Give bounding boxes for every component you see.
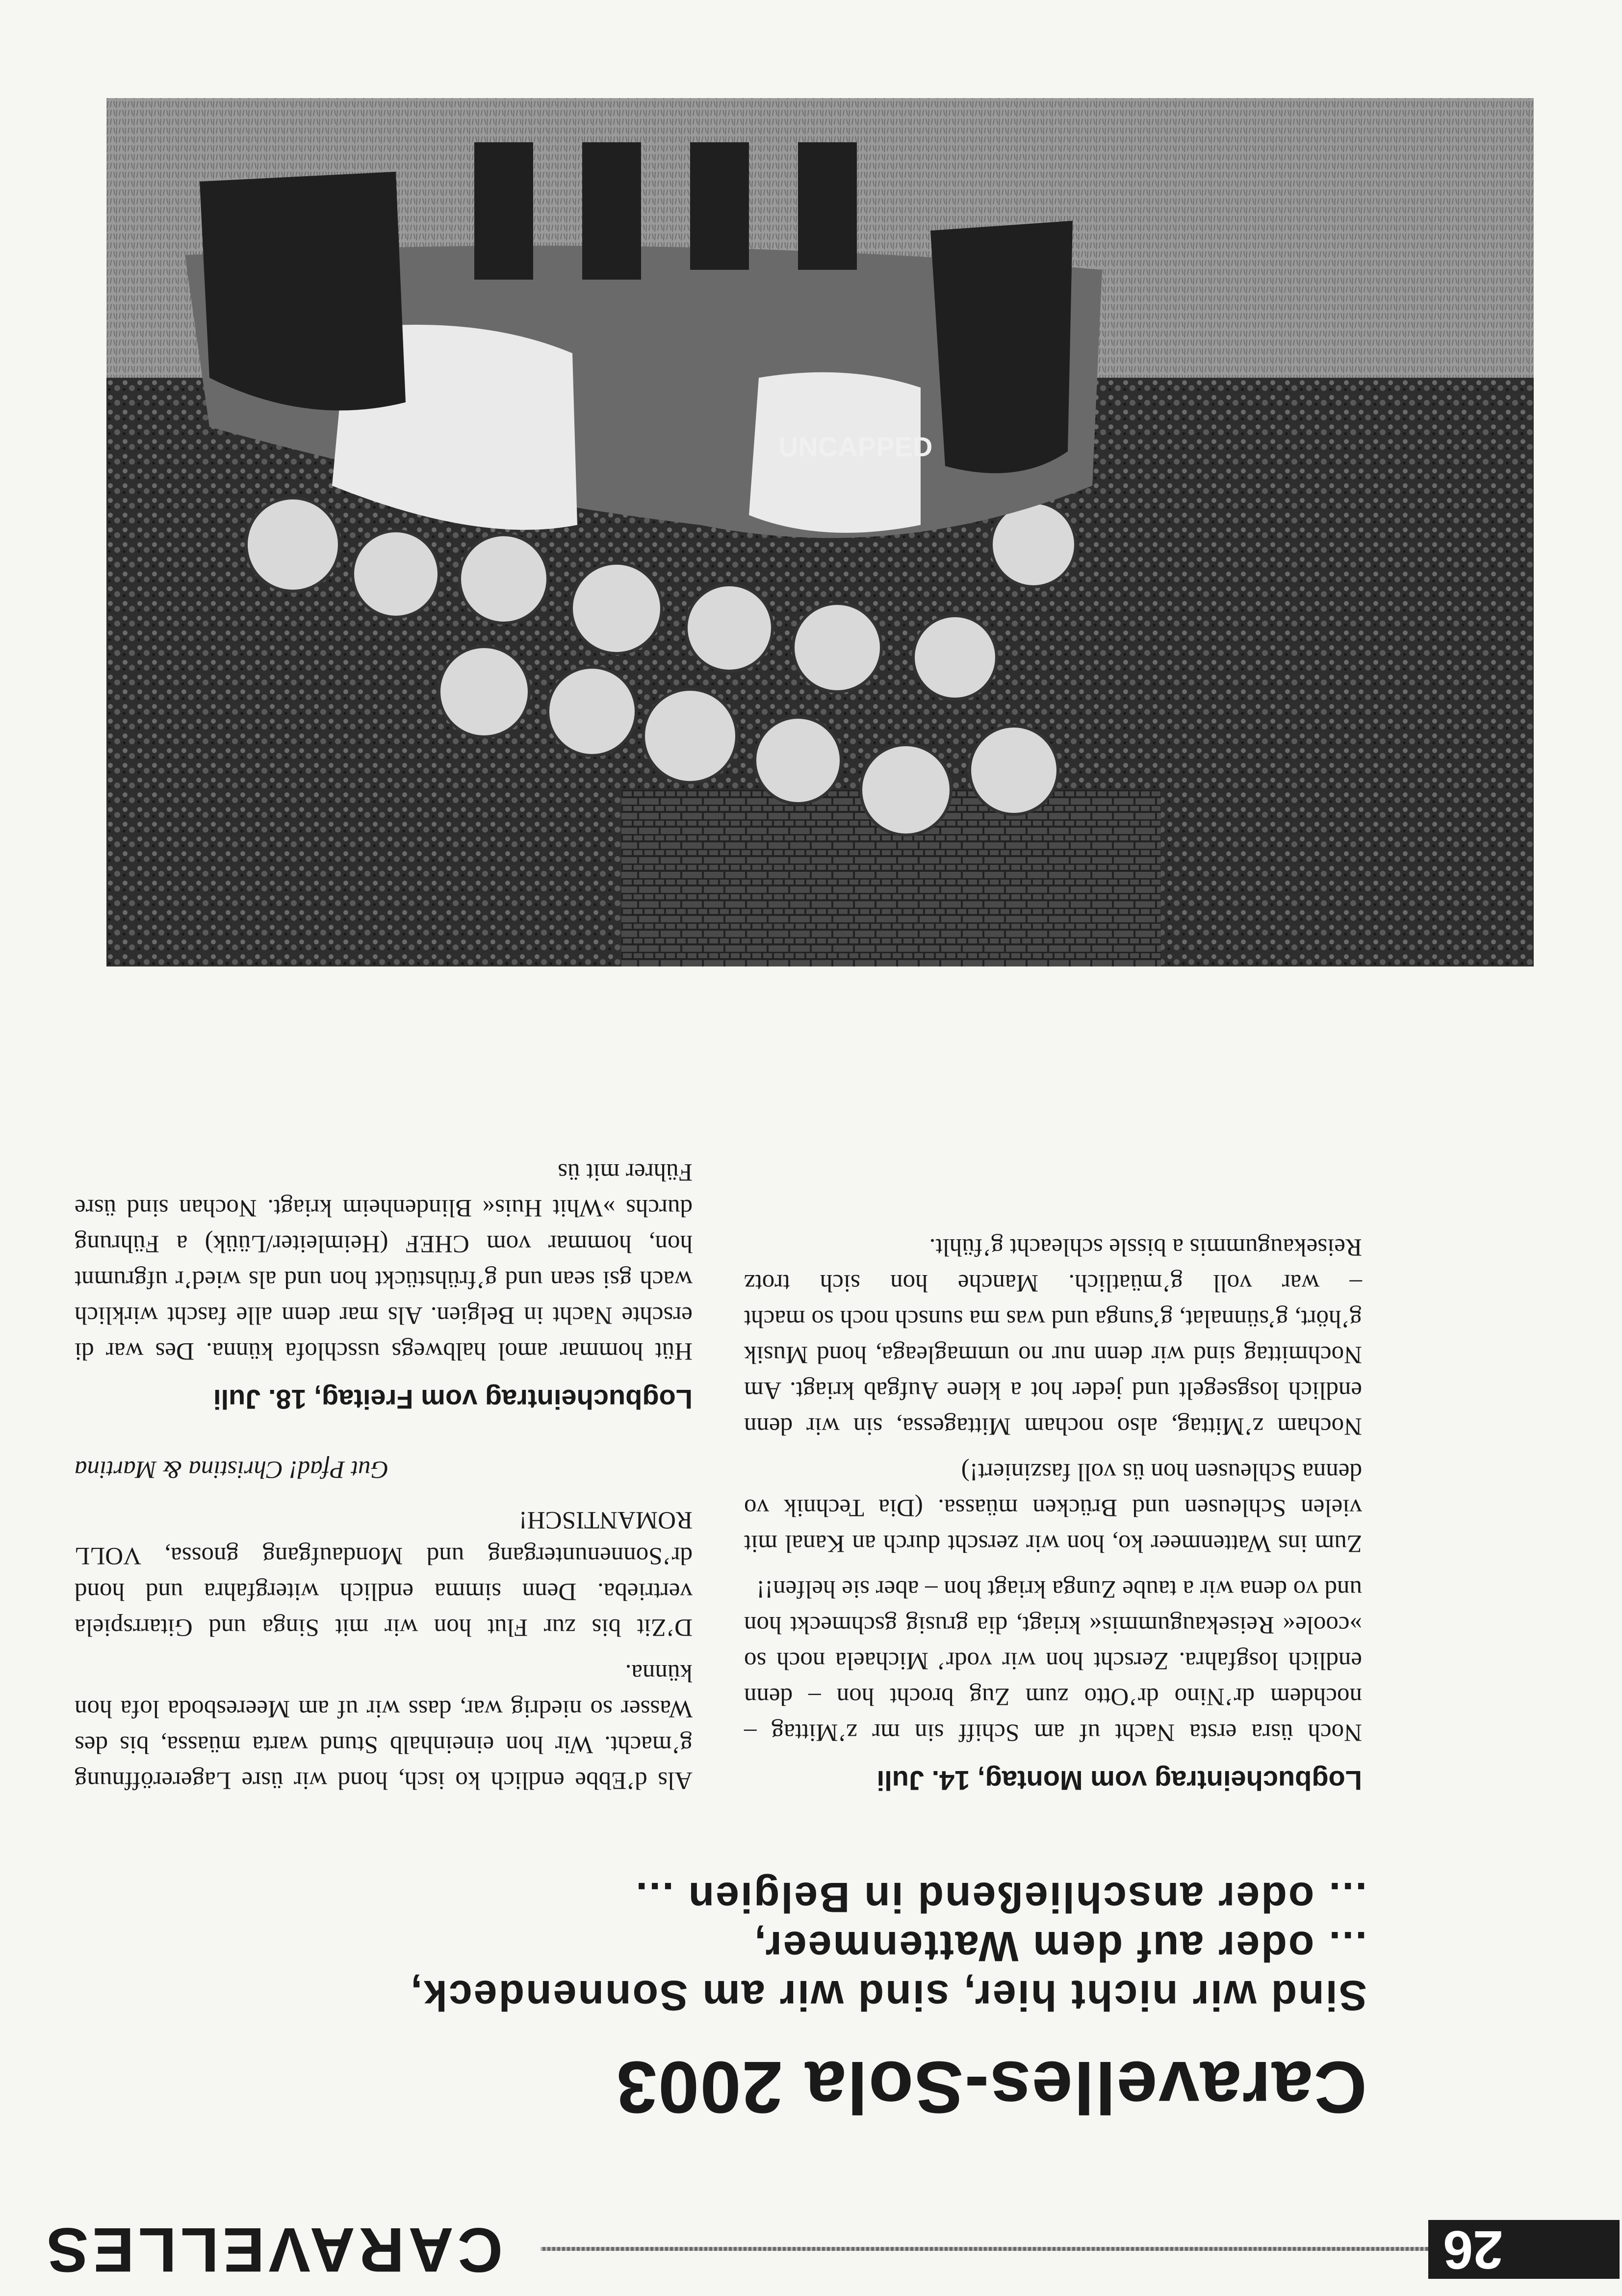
signature: Gut Pfad! Christina & Martina	[75, 1456, 389, 1483]
subtitle-line: ... oder anschließend in Belgien ...	[634, 1874, 1367, 1921]
text-column-left	[744, 1219, 1362, 1798]
text-column-right	[75, 1144, 693, 1798]
paragraph: Nocham z’Mittag, also nocham Mittagessa, sin wir denn endlich losgsegelt und jeder hot a klene Aufgab kriagt. Am Nochmittag sind wir denn nur no ummagleaga, hond Musik g’hört, g’sünnalat, g’sunga und was ma sunsch noch so macht – war voll g’müatlich. Manche hon sich trotz Reisekaugummis a bissle schleacht g’fühlt.	[744, 1233, 1362, 1440]
group-photo	[106, 98, 1534, 966]
subtitle-line: Sind wir nicht hier, sind wir am Sonnendeck,	[409, 1972, 1367, 2019]
paragraph: D’Zit bis zur Flut hon wir mit Singa und Gitarrspiela vertrieba. Denn simma endlich witergfahra und hond dr’Sonnenuntergang und Mondaufgang gnossa, VOLL ROMANTISCH!	[75, 1506, 693, 1641]
subtitle-line: ... oder auf dem Wattenmeer,	[753, 1923, 1367, 1970]
shirt-print: UNCAPPED	[778, 431, 933, 462]
paragraph: Noch üsra ersta Nacht uf am Schiff sin mr z’Mittag – nochdem dr’Nino dr’Otto zum Zug brocht hon – denn endlich losgfahra. Zerscht hon wir vodr’ Michaela noch so »coole« Reisekaugummis« kriagt, dia grusig gschmeckt hon und vo dena wir a taube Zunga kriagt hon – aber sie helfen!!	[744, 1575, 1362, 1746]
section-label: CARAVELLES	[43, 2215, 503, 2285]
article-title: Caravelles-Sola 2003	[615, 2046, 1367, 2129]
header-divider	[541, 2247, 1428, 2251]
paragraph: Als d’Ebbe endlich ko isch, hond wir üsre Lagereröffnung g’macht. Wir hon eineinhalb Stund warta müassa, bis des Wasser so niedrig war, dass wir uf am Meeresboda lofa hon künna.	[75, 1659, 693, 1794]
paragraph: Zum ins Wattenmeer ko, hon wir zerscht durch an Kanal mit vielen Schleusen und Brücken müassa. (Dia Technik vo denna Schleusen hon üs voll fasziniert!)	[744, 1458, 1362, 1557]
paragraph: Hüt hommar amol halbwegs usschlofa künna. Des war di erschte Nacht in Belgien. Als mar denn alle fascht wirklich wach gsi sean und g’frühstückt hon und als wied’r ufgrumnt hon, hommar vom CHEF (Heimleiter/Lüük) a Führung durchs »Whit Huis« Blindenheim kriagt. Nochan sind üsre Führer mit üs	[75, 1158, 693, 1365]
entry-heading: Logbucheintrag vom Freitag, 18. Juli	[213, 1384, 693, 1415]
entry-heading: Logbucheintrag vom Montag, 14. Juli	[876, 1765, 1362, 1796]
page-number: 26	[1428, 2220, 1620, 2279]
